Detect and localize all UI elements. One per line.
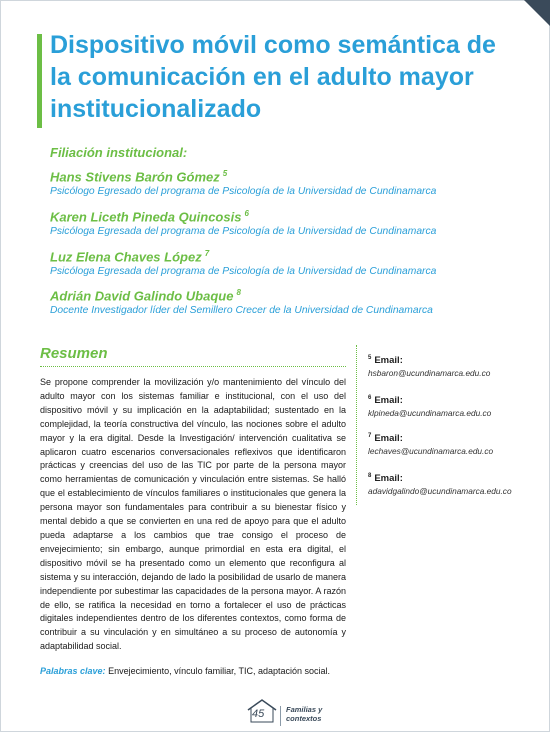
author-name: Hans Stivens Barón Gómez $^5$ — [50, 169, 228, 185]
author-name: Karen Liceth Pineda Quincosis $^6$ — [50, 209, 249, 225]
email-sidebar-divider — [356, 345, 357, 505]
email-footnote: $^5$ Email: hsbaron@ucundinamarca.edu.co — [368, 355, 491, 379]
email-address[interactable]: klpineda@ucundinamarca.edu.co — [368, 408, 492, 419]
author-footnote-mark: 6 — [244, 209, 249, 218]
email-footnote: $^7$ Email: lechaves@ucundinamarca.edu.co — [368, 433, 494, 457]
keywords-text: Envejecimiento, vínculo familiar, TIC, adaptación social. — [108, 666, 331, 676]
author-description: Psicóloga Egresada del programa de Psicología de la Universidad de Cundinamarca — [50, 266, 437, 278]
email-footnote: $^8$ Email: adavidgalindo@ucundinamarca.edu.co — [368, 473, 512, 497]
author-block — [50, 206, 436, 239]
author-footnote-mark: 8 — [236, 288, 241, 297]
email-address[interactable]: hsbaron@ucundinamarca.edu.co — [368, 368, 491, 379]
journal-name: Familias y contextos — [286, 705, 323, 723]
affiliation-heading: Filiación institucional: — [50, 145, 188, 160]
email-address[interactable]: lechaves@ucundinamarca.edu.co — [368, 446, 494, 457]
author-description: Psicóloga Egresada del programa de Psicología de la Universidad de Cundinamarca — [50, 226, 437, 238]
author-block — [50, 285, 433, 318]
email-address[interactable]: adavidgalindo@ucundinamarca.edu.co — [368, 486, 512, 497]
footer-divider — [280, 706, 281, 726]
author-footnote-mark: 7 — [204, 249, 210, 258]
abstract-body: Se propone comprender la movilización y/o mantenimiento del vínculo del adulto mayor con los sistemas familiar e institucional, con el uso del dispositivo móvil y su implicación en la adaptabilidad; sustentado en la complejidad, la teoría constructiva del vínculo, las nociones sobre el adulto mayor y la era digital. Desde la Investigación/ intervención cualitativa se aplicaron cuatro escenarios conversacionales reflexivos que identificaron prácticas y creencias del uso de las TIC por parte de la persona mayor como herramientas de comunicación y vinculación entre sistemas. Se halló que el establecimiento de vínculos familiares o institucionales que genera la persona mayor son fundamentales para contribuir a su bienestar físico y mental debido a que se convierten en una red de apoyo para que el adulto pueda adaptarse a los cambios que trae consigo el proceso de envejecimiento; sin embargo, aunque primordial en esta era digital, el dispositivo móvil se ha presentado como un elemento que reconfigura al sistema y su interacción, dejando de lado la posibilidad de usarlo de manera independiente por subestimar las capacidades de la persona mayor. A razón de ello, se ratifica la necesidad en torno a fortalecer el uso de prácticas digitales independientes dentro de los diferentes contextos, como forma de contribuir a su vinculación y en simultáneo a su proceso de autonomía y adaptabilidad social. — [40, 377, 346, 652]
email-footnote: $^6$ Email: klpineda@ucundinamarca.edu.co — [368, 395, 492, 419]
keywords — [40, 665, 346, 678]
author-block — [50, 166, 436, 199]
abstract-divider — [40, 366, 346, 367]
abstract-heading: Resumen — [40, 345, 108, 362]
title-accent-bar — [37, 34, 42, 128]
article-title: Dispositivo móvil como semántica de la comunicación en el adulto mayor institucionalizado — [50, 31, 496, 123]
author-block — [50, 246, 436, 279]
page-corner-tab — [524, 0, 550, 26]
keywords-label: Palabras clave: — [40, 666, 106, 676]
author-name: Luz Elena Chaves López $^7$ — [50, 249, 210, 265]
author-name: Adrián David Galindo Ubaque $^8$ — [50, 288, 241, 304]
author-footnote-mark: 5 — [222, 169, 228, 178]
author-description: Docente Investigador líder del Semillero Crecer de la Universidad de Cundinamarca — [50, 305, 433, 317]
author-description: Psicólogo Egresado del programa de Psicología de la Universidad de Cundinamarca — [50, 186, 437, 198]
page-number: 45 — [252, 708, 265, 720]
